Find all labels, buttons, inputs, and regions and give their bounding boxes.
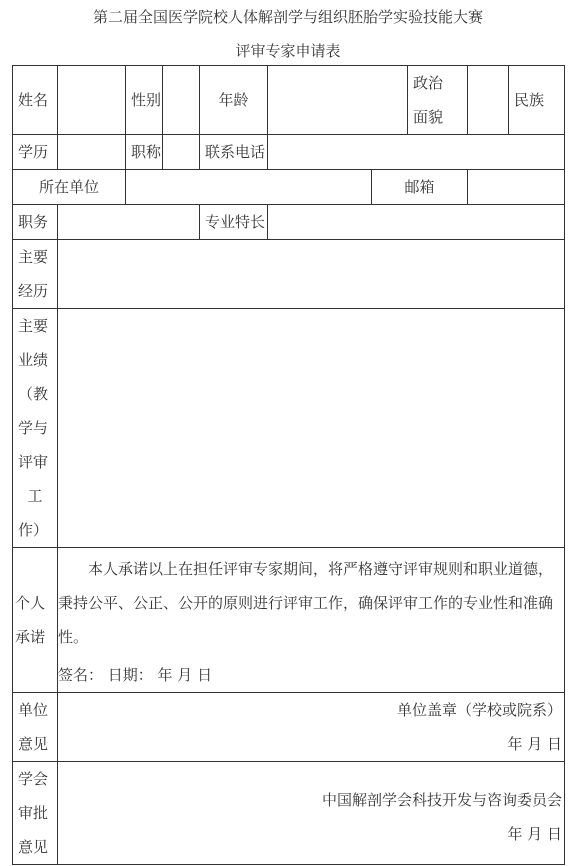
signature-line[interactable]: 签名： 日期： 年 月 日 — [58, 666, 213, 684]
achievements-label-line: 工 — [27, 487, 43, 505]
ethnicity-label: 民族 — [509, 66, 565, 135]
achievements-label-line: 主要 — [18, 317, 49, 335]
society-approval-cell[interactable] — [58, 762, 565, 865]
gender-value-cell[interactable] — [163, 66, 200, 135]
age-value-cell[interactable] — [268, 66, 408, 135]
society-approval-label — [13, 762, 58, 865]
specialty-value-cell[interactable] — [268, 205, 565, 240]
pledge-label-line1: 个人 — [15, 594, 46, 612]
unit-opinion-label-line1: 单位 — [18, 701, 49, 719]
position-label: 职务 — [13, 205, 58, 240]
achievements-label-line: 评审 — [18, 453, 49, 471]
society-label-line: 学会 — [18, 770, 49, 788]
society-label-line: 意见 — [18, 838, 49, 856]
name-label: 姓名 — [13, 66, 58, 135]
age-label: 年龄 — [200, 66, 268, 135]
name-value-cell[interactable] — [58, 66, 126, 135]
achievements-label-line: 作） — [18, 521, 49, 539]
pledge-label-line2: 承诺 — [15, 628, 46, 646]
title-rank-label: 职称 — [126, 135, 163, 170]
unit-opinion-label — [13, 693, 58, 762]
unit-date-text: 年 月 日 — [507, 735, 562, 753]
gender-label: 性别 — [126, 66, 163, 135]
position-value-cell[interactable] — [58, 205, 200, 240]
achievements-label-line: （教 — [18, 385, 49, 403]
education-label: 学历 — [13, 135, 58, 170]
achievements-label — [13, 309, 58, 548]
unit-opinion-label-line2: 意见 — [18, 735, 49, 753]
political-label-line2: 面貌 — [413, 108, 444, 126]
form-title: 第二届全国医学院校人体解剖学与组织胚胎学实验技能大赛 — [92, 8, 483, 26]
education-value-cell[interactable] — [58, 135, 126, 170]
experience-label-line2: 经历 — [18, 282, 49, 300]
workplace-value-cell[interactable] — [126, 170, 372, 205]
political-label-line1: 政治 — [413, 74, 444, 92]
achievements-label-line: 学与 — [18, 419, 49, 437]
experience-label — [13, 240, 58, 309]
society-label-line: 审批 — [18, 804, 49, 822]
pledge-label — [13, 548, 58, 693]
application-form-table — [12, 65, 565, 865]
society-name-text: 中国解剖学会科技开发与咨询委员会 — [321, 791, 562, 809]
political-label — [408, 66, 468, 135]
email-value-cell[interactable] — [468, 170, 565, 205]
experience-label-line1: 主要 — [18, 248, 49, 266]
experience-value-cell[interactable] — [58, 240, 565, 309]
email-label: 邮箱 — [372, 170, 468, 205]
title-rank-value-cell[interactable] — [163, 135, 200, 170]
achievements-value-cell[interactable] — [58, 309, 565, 548]
society-date-text: 年 月 日 — [507, 825, 562, 843]
pledge-text: 本人承诺以上在担任评审专家期间，将严格遵守评审规则和职业道德，秉持公平、公正、公开的原则进行评审工作，确保评审工作的专业性和准确性。 — [58, 560, 554, 646]
phone-value-cell[interactable] — [268, 135, 565, 170]
form-subtitle: 评审专家申请表 — [235, 42, 341, 60]
political-value-cell[interactable] — [468, 66, 509, 135]
workplace-label: 所在单位 — [13, 170, 126, 205]
unit-seal-text: 单位盖章（学校或院系） — [396, 701, 562, 719]
achievements-label-line: 业绩 — [18, 351, 49, 369]
specialty-label: 专业特长 — [200, 205, 268, 240]
unit-opinion-cell[interactable] — [58, 693, 565, 762]
phone-label: 联系电话 — [200, 135, 268, 170]
pledge-cell — [58, 548, 565, 693]
